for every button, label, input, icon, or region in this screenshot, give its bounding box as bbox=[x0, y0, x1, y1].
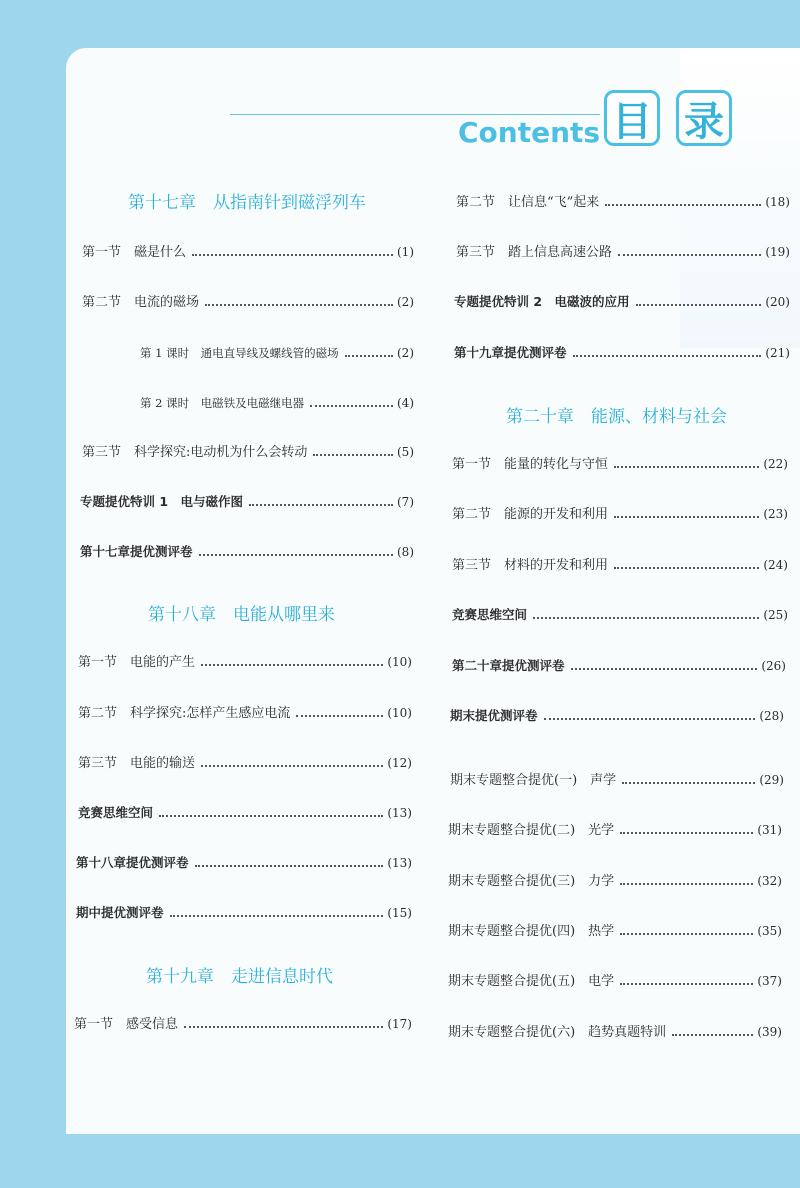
toc-entry[interactable] bbox=[452, 454, 788, 475]
toc-entry[interactable] bbox=[78, 753, 412, 774]
leader-dots bbox=[573, 355, 762, 357]
leader-dots bbox=[296, 715, 383, 717]
toc-entry[interactable] bbox=[448, 871, 782, 892]
header-rule bbox=[230, 114, 600, 115]
leader-dots bbox=[614, 516, 759, 518]
leader-dots bbox=[201, 765, 383, 767]
leader-dots bbox=[614, 567, 759, 569]
entry-label: 第二节 科学探究:怎样产生感应电流 bbox=[78, 706, 291, 721]
toc-entry[interactable] bbox=[78, 803, 412, 823]
leader-dots bbox=[620, 883, 753, 885]
entry-page: (39) bbox=[757, 1025, 782, 1039]
entry-page: (15) bbox=[387, 906, 412, 920]
entry-label: 第二节 能源的开发和利用 bbox=[452, 507, 609, 522]
entry-label: 期末专题整合提优(六) 趋势真题特训 bbox=[448, 1025, 667, 1040]
chapter-17-title: 第十七章 从指南针到磁浮列车 bbox=[128, 193, 366, 213]
toc-entry[interactable] bbox=[454, 292, 790, 312]
entry-label: 期末专题整合提优(二) 光学 bbox=[448, 823, 615, 838]
toc-entry[interactable] bbox=[452, 605, 788, 625]
entry-label: 第三节 材料的开发和利用 bbox=[452, 558, 609, 573]
toc-entry[interactable] bbox=[450, 706, 784, 726]
leader-dots bbox=[310, 405, 393, 407]
entry-page: (2) bbox=[397, 346, 414, 360]
leader-dots bbox=[313, 454, 393, 456]
leader-dots bbox=[201, 664, 383, 666]
toc-entry[interactable] bbox=[140, 393, 414, 413]
entry-page: (13) bbox=[387, 856, 412, 870]
entry-page: (8) bbox=[397, 545, 414, 559]
entry-label: 期末提优测评卷 bbox=[450, 708, 538, 723]
contents-heading: Contents bbox=[458, 116, 601, 149]
toc-entry[interactable] bbox=[456, 192, 790, 213]
toc-entry[interactable] bbox=[80, 542, 414, 562]
chapter-19-title: 第十九章 走进信息时代 bbox=[146, 967, 333, 987]
entry-page: (4) bbox=[397, 396, 414, 410]
entry-label: 第十九章提优测评卷 bbox=[454, 345, 567, 360]
entry-label: 竞赛思维空间 bbox=[78, 805, 154, 820]
mulu-char-2: 录 bbox=[676, 90, 732, 146]
toc-entry[interactable] bbox=[448, 921, 782, 942]
toc-entry[interactable] bbox=[452, 555, 788, 576]
leader-dots bbox=[159, 815, 383, 817]
toc-entry[interactable] bbox=[82, 292, 414, 313]
entry-label: 第 1 课时 通电直导线及螺线管的磁场 bbox=[140, 346, 339, 360]
entry-page: (32) bbox=[757, 874, 782, 888]
leader-dots bbox=[184, 1026, 383, 1028]
toc-entry[interactable] bbox=[80, 492, 414, 512]
entry-label: 第二节 让信息“飞”起来 bbox=[456, 195, 600, 210]
leader-dots bbox=[620, 933, 753, 935]
leader-dots bbox=[614, 466, 759, 468]
entry-label: 第二节 电流的磁场 bbox=[82, 295, 200, 310]
leader-dots bbox=[672, 1034, 753, 1036]
leader-dots bbox=[170, 915, 384, 917]
entry-label: 专题提优特训 2 电磁波的应用 bbox=[454, 294, 630, 309]
entry-page: (37) bbox=[757, 974, 782, 988]
entry-label: 期末专题整合提优(五) 电学 bbox=[448, 974, 615, 989]
leader-dots bbox=[533, 617, 759, 619]
leader-dots bbox=[205, 304, 393, 306]
toc-entry[interactable] bbox=[76, 853, 412, 873]
entry-label: 第三节 电能的输送 bbox=[78, 756, 196, 771]
leader-dots bbox=[620, 983, 753, 985]
entry-label: 第 2 课时 电磁铁及电磁继电器 bbox=[140, 396, 305, 410]
leader-dots bbox=[605, 204, 761, 206]
entry-page: (24) bbox=[763, 558, 788, 572]
leader-dots bbox=[544, 718, 756, 720]
leader-dots bbox=[345, 355, 393, 357]
entry-label: 第二十章提优测评卷 bbox=[452, 658, 565, 673]
entry-label: 期末专题整合提优(三) 力学 bbox=[448, 874, 615, 889]
entry-page: (22) bbox=[763, 457, 788, 471]
entry-page: (19) bbox=[765, 245, 790, 259]
toc-entry[interactable] bbox=[78, 703, 412, 724]
entry-page: (5) bbox=[397, 445, 414, 459]
toc-entry[interactable] bbox=[82, 242, 414, 263]
entry-label: 第一节 能量的转化与守恒 bbox=[452, 457, 609, 472]
toc-entry[interactable] bbox=[450, 770, 784, 791]
entry-page: (2) bbox=[397, 295, 414, 309]
entry-label: 期末专题整合提优(一) 声学 bbox=[450, 773, 617, 788]
leader-dots bbox=[622, 782, 755, 784]
toc-entry[interactable] bbox=[74, 1014, 412, 1035]
entry-page: (25) bbox=[763, 608, 788, 622]
toc-entry[interactable] bbox=[448, 1022, 782, 1043]
entry-page: (29) bbox=[759, 773, 784, 787]
entry-page: (13) bbox=[387, 806, 412, 820]
entry-page: (28) bbox=[759, 709, 784, 723]
toc-entry[interactable] bbox=[78, 652, 412, 673]
entry-label: 第一节 磁是什么 bbox=[82, 245, 187, 260]
entry-page: (21) bbox=[765, 346, 790, 360]
entry-label: 第十七章提优测评卷 bbox=[80, 544, 193, 559]
toc-entry[interactable] bbox=[448, 971, 782, 992]
entry-page: (18) bbox=[765, 195, 790, 209]
entry-page: (10) bbox=[387, 655, 412, 669]
leader-dots bbox=[618, 254, 761, 256]
mulu-char-1: 目 bbox=[604, 90, 660, 146]
entry-page: (20) bbox=[765, 295, 790, 309]
toc-entry[interactable] bbox=[454, 343, 790, 363]
entry-page: (35) bbox=[757, 924, 782, 938]
entry-label: 期末专题整合提优(四) 热学 bbox=[448, 924, 615, 939]
entry-page: (12) bbox=[387, 756, 412, 770]
toc-entry[interactable] bbox=[452, 656, 786, 676]
toc-entry[interactable] bbox=[456, 242, 790, 263]
entry-page: (17) bbox=[387, 1017, 412, 1031]
leader-dots bbox=[195, 865, 384, 867]
leader-dots bbox=[249, 504, 393, 506]
toc-entry[interactable] bbox=[140, 343, 414, 363]
entry-page: (10) bbox=[387, 706, 412, 720]
chapter-18-title: 第十八章 电能从哪里来 bbox=[148, 605, 335, 625]
entry-label: 第三节 踏上信息高速公路 bbox=[456, 245, 613, 260]
leader-dots bbox=[199, 554, 393, 556]
toc-entry[interactable] bbox=[82, 442, 414, 463]
entry-label: 第三节 科学探究:电动机为什么会转动 bbox=[82, 445, 308, 460]
chapter-20-title: 第二十章 能源、材料与社会 bbox=[506, 407, 727, 427]
entry-page: (23) bbox=[763, 507, 788, 521]
leader-dots bbox=[571, 668, 758, 670]
entry-label: 第十八章提优测评卷 bbox=[76, 855, 189, 870]
entry-label: 第一节 感受信息 bbox=[74, 1017, 179, 1032]
entry-page: (26) bbox=[761, 659, 786, 673]
leader-dots bbox=[192, 254, 393, 256]
entry-label: 专题提优特训 1 电与磁作图 bbox=[80, 494, 244, 509]
toc-entry[interactable] bbox=[452, 504, 788, 525]
entry-label: 期中提优测评卷 bbox=[76, 905, 164, 920]
entry-page: (1) bbox=[397, 245, 414, 259]
entry-label: 竞赛思维空间 bbox=[452, 607, 528, 622]
toc-entry[interactable] bbox=[448, 820, 782, 841]
leader-dots bbox=[636, 304, 762, 306]
entry-page: (7) bbox=[397, 495, 414, 509]
entry-page: (31) bbox=[757, 823, 782, 837]
leader-dots bbox=[620, 832, 753, 834]
toc-entry[interactable] bbox=[76, 903, 412, 923]
entry-label: 第一节 电能的产生 bbox=[78, 655, 196, 670]
